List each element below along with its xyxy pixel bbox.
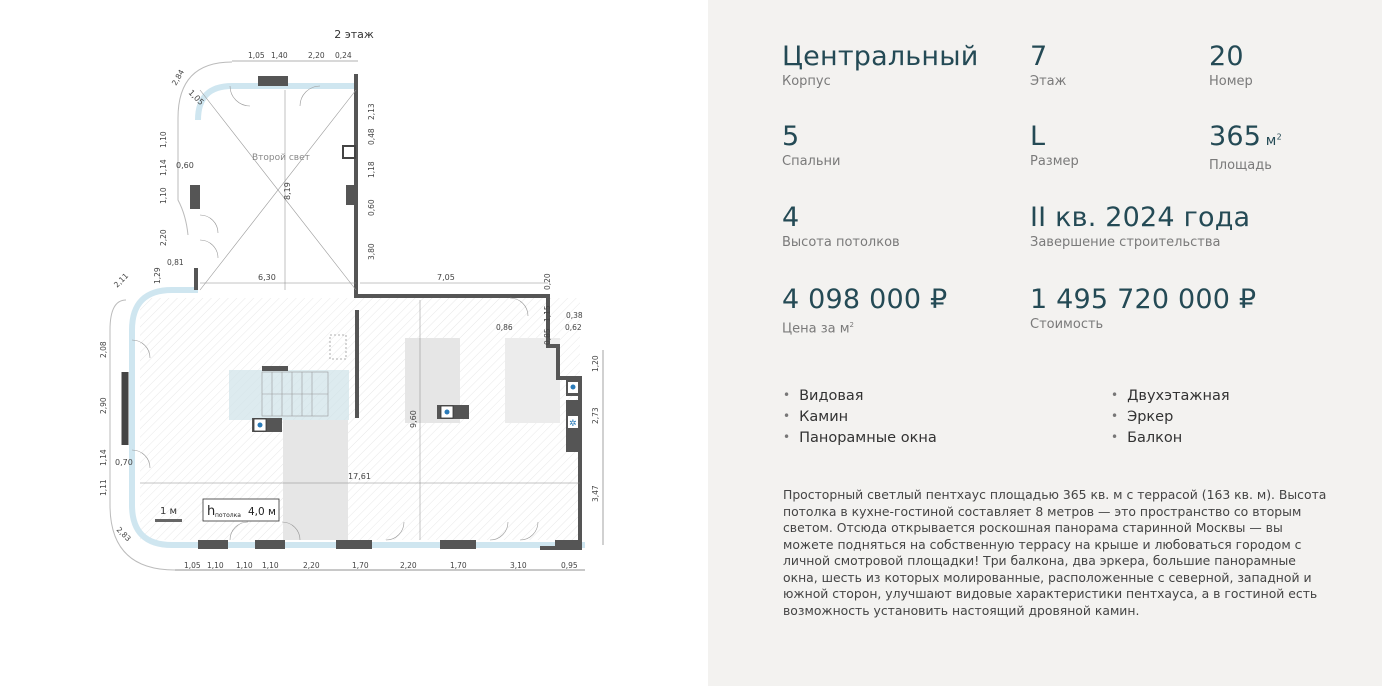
dim-top-3: 2,20 xyxy=(308,51,325,60)
scale-label: 1 м xyxy=(160,506,178,517)
dim-l-129: 1,29 xyxy=(153,267,162,284)
dim-top-1: 1,05 xyxy=(248,51,265,60)
dim-r-273: 2,73 xyxy=(591,407,600,424)
floor-value: 7 xyxy=(1030,41,1048,72)
dim-bot-1: 1,05 xyxy=(184,561,201,570)
floor-label: Этаж xyxy=(1030,74,1067,89)
number-value: 20 xyxy=(1209,41,1244,72)
ceiling-stat-value: 4 xyxy=(782,202,800,233)
dim-l-208: 2,08 xyxy=(99,341,108,358)
dim-1761: 17,61 xyxy=(348,472,371,481)
feature-item: • Балкон xyxy=(1111,428,1230,449)
area-label: Площадь xyxy=(1209,158,1272,173)
features-list-left xyxy=(783,386,937,449)
dim-060-inner: 0,60 xyxy=(176,161,194,170)
stat-ceiling xyxy=(782,203,900,251)
dim-r-120: 1,20 xyxy=(591,355,600,372)
second-light-area xyxy=(200,90,356,290)
stat-size xyxy=(1030,122,1079,170)
dim-l-284: 2,84 xyxy=(169,68,187,87)
stat-building xyxy=(782,42,979,90)
stat-price-per-m2 xyxy=(782,285,947,337)
ceiling-value: 4,0 м xyxy=(248,506,276,518)
dim-r-380: 3,80 xyxy=(367,243,376,260)
feature-item: • Эркер xyxy=(1111,407,1230,428)
dim-l-111: 1,11 xyxy=(99,479,108,496)
dim-l-114b: 1,14 xyxy=(99,449,108,466)
dim-bot-2: 1,10 xyxy=(207,561,224,570)
dim-r-347: 3,47 xyxy=(591,485,600,502)
dim-bot-8: 1,70 xyxy=(450,561,467,570)
area-value: 365 xyxy=(1209,121,1262,152)
dim-r-213: 2,13 xyxy=(367,103,376,120)
dim-705: 7,05 xyxy=(437,273,455,282)
feature-item: • Панорамные окна xyxy=(783,428,937,449)
dim-l-283: 2,83 xyxy=(114,525,133,544)
dim-l-110b: 1,10 xyxy=(159,187,168,204)
dim-r-085: 0,85 xyxy=(543,328,552,345)
dim-bot-3: 1,10 xyxy=(236,561,253,570)
dim-top-2: 1,40 xyxy=(271,51,288,60)
dim-630: 6,30 xyxy=(258,273,276,282)
building-label: Корпус xyxy=(782,74,831,89)
kitchen-zone xyxy=(283,420,348,540)
dim-bot-9: 3,10 xyxy=(510,561,527,570)
stair-post xyxy=(262,366,288,371)
dim-l-114: 1,14 xyxy=(159,159,168,176)
dim-height-819: 8,19 xyxy=(283,182,292,200)
price-per-m2-label-sup: 2 xyxy=(849,321,854,329)
ceiling-height-box xyxy=(203,499,279,521)
price-per-m2-label: Цена за м xyxy=(782,321,850,337)
stat-completion xyxy=(1030,203,1250,251)
dim-070-inner: 0,70 xyxy=(115,458,133,467)
size-value: L xyxy=(1030,121,1046,152)
dim-l-081: 0,81 xyxy=(167,258,184,267)
ceiling-sub: потолка xyxy=(215,512,241,519)
dim-r-062: 0,62 xyxy=(565,323,582,332)
dim-l-211: 2,11 xyxy=(112,271,131,290)
area-unit-sup: 2 xyxy=(1276,132,1282,142)
dim-r-038: 0,38 xyxy=(566,311,583,320)
stat-number xyxy=(1209,42,1253,90)
dim-r-060: 0,60 xyxy=(367,199,376,216)
feature-item: • Камин xyxy=(783,407,937,428)
dim-l-220: 2,20 xyxy=(159,229,168,246)
ceiling-stat-label: Высота потолков xyxy=(782,235,900,250)
dim-bot-4: 1,10 xyxy=(262,561,279,570)
stat-floor xyxy=(1030,42,1066,90)
dim-l-110a: 1,10 xyxy=(159,131,168,148)
stat-bedrooms xyxy=(782,122,840,170)
dim-r-115: 1,15 xyxy=(543,305,552,322)
dim-bot-7: 2,20 xyxy=(400,561,417,570)
completion-label: Завершение строительства xyxy=(1030,235,1221,250)
dim-960: 9,60 xyxy=(409,410,418,428)
bedrooms-label: Спальни xyxy=(782,154,841,169)
dim-105-inner: 1,05 xyxy=(186,88,206,108)
second-light-label: Второй свет xyxy=(252,153,310,163)
dim-r-086: 0,86 xyxy=(496,323,513,332)
dim-top-4: 0,24 xyxy=(335,51,352,60)
corner-zone xyxy=(505,338,560,423)
feature-item: • Двухэтажная xyxy=(1111,386,1230,407)
bottom-dimensions xyxy=(175,561,585,570)
floor-title: 2 этаж xyxy=(334,28,374,41)
dim-r-020: 0,20 xyxy=(543,273,552,290)
top-dimensions xyxy=(232,51,358,61)
stat-total-price xyxy=(1030,285,1256,333)
dim-l-290: 2,90 xyxy=(99,397,108,414)
dim-r-118: 1,18 xyxy=(367,161,376,178)
completion-value: II кв. 2024 года xyxy=(1030,202,1251,233)
total-price-value: 1 495 720 000 ₽ xyxy=(1030,284,1257,315)
ceiling-prefix: h xyxy=(207,504,216,519)
building-value: Центральный xyxy=(782,41,979,72)
dim-r-048: 0,48 xyxy=(367,128,376,145)
dim-bot-6: 1,70 xyxy=(352,561,369,570)
dim-bot-10: 0,95 xyxy=(561,561,578,570)
size-label: Размер xyxy=(1030,154,1079,169)
dim-bot-5: 2,20 xyxy=(303,561,320,570)
features-list-right xyxy=(1111,386,1230,449)
total-price-label: Стоимость xyxy=(1030,317,1104,332)
bedrooms-value: 5 xyxy=(782,121,800,152)
price-per-m2-value: 4 098 000 ₽ xyxy=(782,284,948,315)
number-label: Номер xyxy=(1209,74,1253,89)
stair-zone xyxy=(229,370,349,420)
area-unit: м xyxy=(1265,133,1277,149)
description-text: Просторный светлый пентхаус площадью 365 кв. м с террасой (163 кв. м). Высота потолка в кухне-гостиной составляет 8 метров — это пространство со вторым светом. Отсюда открывается роскошная панорама старинной Москвы — вы можете подняться на собственную террасу на крыше и любоваться городом с личной смотровой площадки! Три балкона, два эркера, большие панорамные окна, шесть из которых молированные, расположенные с северной, западной и южной сторон, улучшают видовые характеристики пентхауса, а в гостиной есть возможность установить настоящий дровяной камин. xyxy=(783,487,1327,618)
svg-text:✲: ✲ xyxy=(569,419,577,429)
stat-area xyxy=(1209,122,1282,174)
feature-item: • Видовая xyxy=(783,386,937,407)
